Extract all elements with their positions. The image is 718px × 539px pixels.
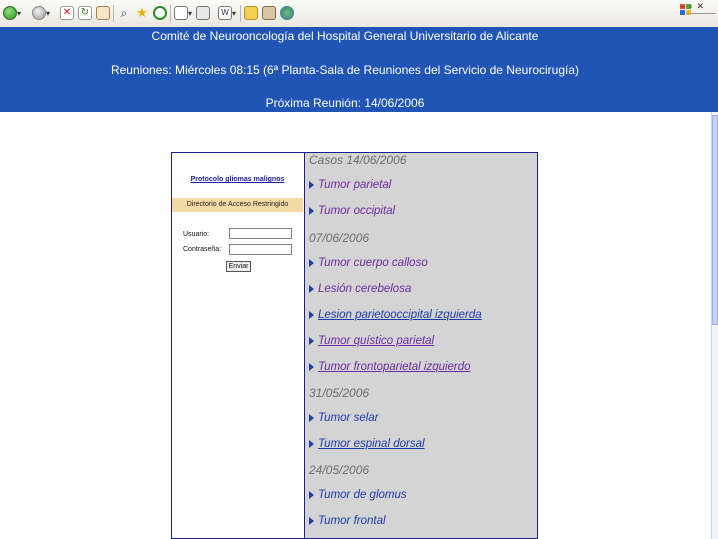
- arrow-bullet-icon: [309, 363, 314, 371]
- messenger-icon: [280, 6, 294, 20]
- progress-line: [686, 13, 716, 14]
- password-label: Contraseña:: [183, 246, 222, 253]
- case-link[interactable]: Tumor quístico parietal: [309, 335, 434, 347]
- case-link[interactable]: Tumor frontal: [309, 515, 386, 527]
- mail-icon: [174, 6, 188, 20]
- folder-button[interactable]: [244, 4, 258, 22]
- arrow-bullet-icon: [309, 414, 314, 422]
- case-date-heading: Casos 14/06/2006: [309, 153, 407, 167]
- case-link[interactable]: Lesion parietooccipital izquierda: [309, 309, 482, 321]
- window-controls[interactable]: –▫✕: [680, 1, 708, 11]
- username-input[interactable]: [229, 228, 292, 239]
- submit-button[interactable]: Enviar: [226, 261, 251, 272]
- case-link[interactable]: Tumor espinal dorsal: [309, 438, 425, 450]
- favorites-icon: ★: [136, 5, 148, 20]
- arrow-bullet-icon: [309, 337, 314, 345]
- arrow-bullet-icon: [309, 259, 314, 267]
- refresh-icon: ↻: [78, 6, 92, 20]
- case-link[interactable]: Tumor occipital: [309, 205, 395, 217]
- history-button[interactable]: [153, 4, 167, 22]
- page-header: [0, 27, 718, 112]
- home-icon: [96, 6, 110, 20]
- back-button[interactable]: [3, 4, 24, 22]
- chevron-down-icon[interactable]: ▾: [46, 8, 51, 18]
- username-label: Usuario:: [183, 231, 210, 238]
- arrow-bullet-icon: [309, 311, 314, 319]
- case-link[interactable]: Tumor de glomus: [309, 489, 407, 501]
- meeting-info: Reuniones: Miércoles 08:15 (6ª Planta-Sala de Reuniones del Servicio de Neurocirugía): [110, 63, 580, 77]
- committee-title: Comité de Neurooncología del Hospital General Universitario de Alicante: [151, 29, 539, 43]
- toolbar-separator: [113, 5, 114, 22]
- messenger-button[interactable]: [280, 4, 294, 22]
- edit-button[interactable]: [218, 4, 239, 22]
- case-date-heading: 24/05/2006: [309, 463, 370, 477]
- case-link[interactable]: Tumor frontoparietal izquierdo: [309, 361, 471, 373]
- home-button[interactable]: [96, 4, 110, 22]
- toolbar-separator: [170, 5, 171, 22]
- arrow-bullet-icon: [309, 491, 314, 499]
- refresh-button[interactable]: [78, 4, 92, 22]
- restricted-directory-header: Directorio de Acceso Restringido: [172, 198, 303, 212]
- chevron-down-icon[interactable]: ▾: [188, 8, 193, 18]
- case-link[interactable]: Tumor cuerpo calloso: [309, 257, 428, 269]
- folder-icon: [244, 6, 258, 20]
- protocol-link[interactable]: Protocolo gliomas malignos: [190, 176, 285, 183]
- case-date-heading: 31/05/2006: [309, 386, 370, 400]
- password-input[interactable]: [229, 244, 292, 255]
- cases-panel: [304, 152, 538, 539]
- next-meeting: Próxima Reunión: 14/06/2006: [265, 96, 425, 110]
- scrollbar-thumb[interactable]: [712, 115, 718, 325]
- login-panel: [171, 152, 304, 539]
- print-icon: [196, 6, 210, 20]
- mail-button[interactable]: [174, 4, 195, 22]
- case-date-heading: 07/06/2006: [309, 231, 370, 245]
- edit-icon: W: [218, 6, 232, 20]
- case-link[interactable]: Tumor parietal: [309, 179, 391, 191]
- case-link[interactable]: Tumor selar: [309, 412, 379, 424]
- favorites-button[interactable]: [135, 4, 149, 22]
- back-icon: [3, 6, 17, 20]
- arrow-bullet-icon: [309, 207, 314, 215]
- arrow-bullet-icon: [309, 181, 314, 189]
- stop-icon: ✕: [60, 6, 74, 20]
- arrow-bullet-icon: [309, 285, 314, 293]
- forward-icon: [32, 6, 46, 20]
- search-icon: ⌕: [120, 6, 128, 20]
- chevron-down-icon[interactable]: ▾: [17, 8, 22, 18]
- chevron-down-icon[interactable]: ▾: [232, 8, 237, 18]
- print-button[interactable]: [196, 4, 210, 22]
- browser-toolbar: [0, 0, 718, 28]
- arrow-bullet-icon: [309, 440, 314, 448]
- search-button[interactable]: [117, 4, 131, 22]
- history-icon: [153, 6, 167, 20]
- clipboard-icon: [262, 6, 276, 20]
- forward-button[interactable]: [32, 4, 53, 22]
- arrow-bullet-icon: [309, 517, 314, 525]
- stop-button[interactable]: [60, 4, 74, 22]
- clipboard-button[interactable]: [262, 4, 276, 22]
- toolbar-separator: [240, 5, 241, 22]
- case-link[interactable]: Lesión cerebelosa: [309, 283, 411, 295]
